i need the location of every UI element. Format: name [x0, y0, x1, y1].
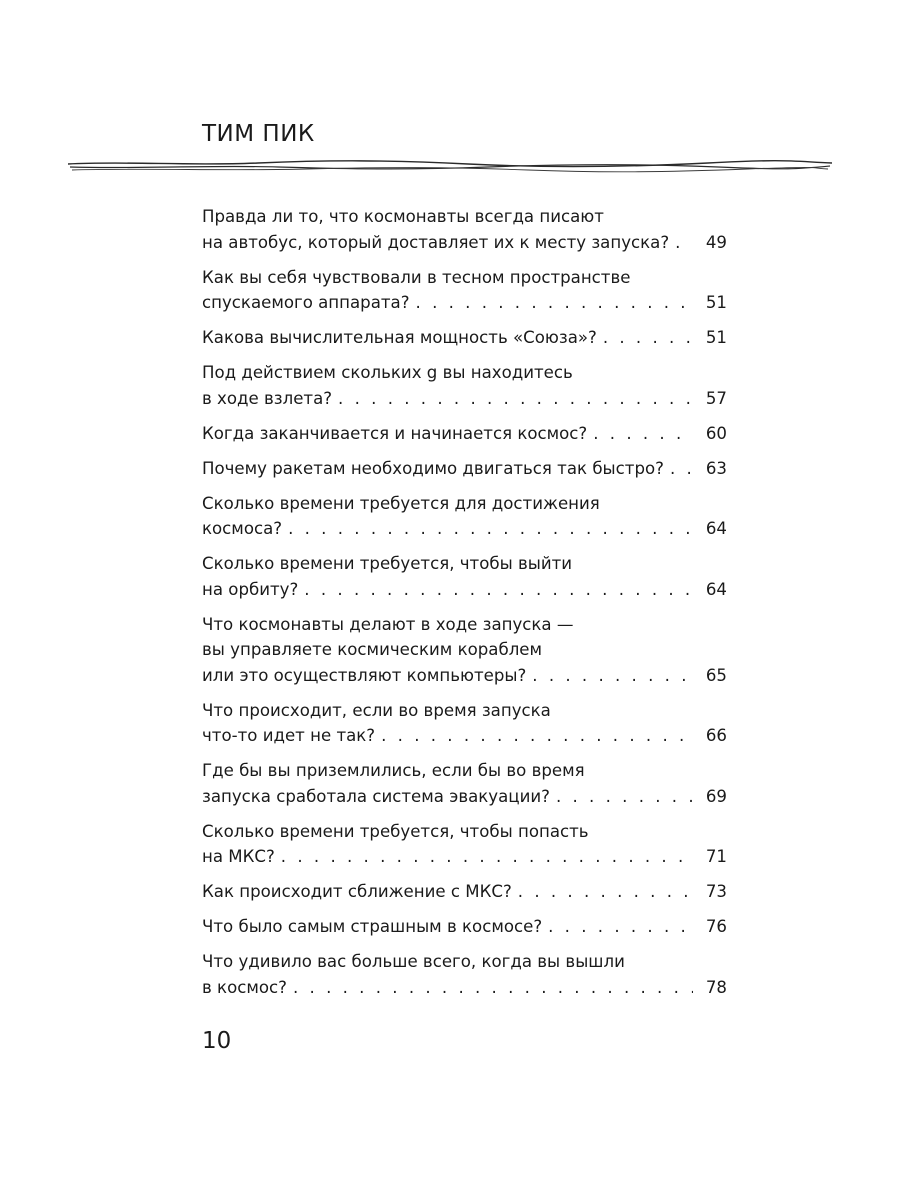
toc-entry-final-line [202, 577, 727, 603]
toc-entry-final-line [202, 325, 727, 351]
dot-leader [532, 663, 693, 689]
toc-page-number: 64 [705, 579, 727, 599]
toc-entry [202, 949, 727, 1000]
toc-page-number: 71 [705, 847, 727, 866]
toc-entry-title-line: Правда ли то, что космонавты всегда писают [202, 207, 604, 226]
toc-page-number: 66 [705, 726, 727, 745]
toc-entry-final-line [202, 879, 727, 905]
toc-entry-title-line: запуска сработала система эвакуации? [202, 786, 550, 806]
toc-entry-title-line: в космос? [202, 977, 287, 997]
toc-entry-title-line: Какова вычислительная мощность «Союза»? [202, 328, 597, 347]
toc-entry-final-line [202, 784, 727, 810]
toc-page-number: 73 [705, 882, 727, 901]
toc-entry-title-line: спускаемого аппарата? [202, 293, 410, 312]
dot-leader [675, 230, 693, 256]
toc-entry-title-line: Как происходит сближение с МКС? [202, 882, 512, 901]
toc-page-number: 64 [705, 519, 727, 538]
toc-entry-title-line: космоса? [202, 519, 283, 538]
toc-page-number: 65 [705, 665, 727, 685]
toc-entry-final-line [202, 914, 727, 940]
toc-entry-title-line: Как вы себя чувствовали в тесном пространстве [202, 267, 631, 287]
toc-page-number: 63 [705, 458, 727, 478]
toc-entry-title-line: что-то идет не так? [202, 726, 376, 745]
toc-entry-title-line: Сколько времени требуется, чтобы выйти [202, 554, 573, 573]
dot-leader [670, 456, 693, 482]
toc-entry [202, 879, 727, 905]
toc-entry [202, 612, 727, 689]
toc-entry-final-line [202, 844, 727, 870]
dot-leader [293, 975, 693, 1001]
dot-leader [518, 879, 693, 905]
toc-entry [202, 491, 727, 542]
toc-entry [202, 698, 727, 749]
dot-leader [381, 723, 693, 749]
toc-entry-title-line: на автобус, который доставляет их к месту запуска? [202, 232, 670, 252]
toc-entry-title-line: Что космонавты делают в ходе запуска — [202, 614, 574, 634]
dot-leader [288, 516, 693, 542]
toc-page-number: 57 [705, 388, 727, 408]
toc-entry-final-line [202, 975, 727, 1001]
dot-leader [338, 386, 693, 412]
toc-entry-title-line: Почему ракетам необходимо двигаться так быстро? [202, 458, 664, 478]
toc-entry-title-line: Что удивило вас больше всего, когда вы вышли [202, 952, 625, 971]
toc-page-number: 76 [705, 917, 727, 936]
table-of-contents [202, 204, 727, 1010]
toc-entry [202, 914, 727, 940]
toc-page-number: 51 [705, 328, 727, 347]
toc-entry [202, 819, 727, 870]
toc-page-number: 49 [705, 232, 727, 252]
toc-entry [202, 325, 727, 351]
toc-entry-final-line [202, 421, 727, 447]
toc-entry-title-line: Что происходит, если во время запуска [202, 700, 551, 720]
toc-entry-final-line [202, 723, 727, 749]
toc-entry-title-line: Что было самым страшным в космосе? [202, 917, 543, 936]
toc-entry [202, 265, 727, 316]
dot-leader [281, 844, 693, 870]
toc-entry-title-line: Где бы вы приземлились, если бы во время [202, 761, 585, 780]
toc-entry-title-line: вы управляете космическим кораблем [202, 640, 543, 659]
toc-entry-final-line [202, 663, 727, 689]
toc-entry [202, 758, 727, 809]
toc-entry [202, 421, 727, 447]
page-number: 10 [202, 1028, 232, 1054]
toc-entry-final-line [202, 456, 727, 482]
toc-entry-title-line: Сколько времени требуется, чтобы попасть [202, 821, 589, 841]
toc-page-number: 60 [705, 423, 727, 443]
dot-leader [593, 421, 693, 447]
running-head: ТИМ ПИК [202, 121, 315, 147]
dot-leader [556, 784, 693, 810]
toc-entry-title-line: на орбиту? [202, 579, 299, 599]
toc-page-number: 69 [705, 786, 727, 806]
dot-leader [548, 914, 693, 940]
dot-leader [603, 325, 693, 351]
dot-leader [304, 577, 693, 603]
toc-entry-final-line [202, 230, 727, 256]
toc-entry-final-line [202, 516, 727, 542]
toc-entry [202, 204, 727, 255]
toc-entry-title-line: Когда заканчивается и начинается космос? [202, 423, 588, 443]
toc-entry-title-line: Под действием скольких g вы находитесь [202, 363, 573, 382]
toc-entry-title-line: в ходе взлета? [202, 388, 333, 408]
dot-leader [416, 290, 693, 316]
wavy-divider-rule [68, 156, 832, 176]
toc-entry-title-line: или это осуществляют компьютеры? [202, 665, 527, 685]
toc-entry-final-line [202, 290, 727, 316]
toc-page-number: 51 [705, 293, 727, 312]
toc-entry [202, 456, 727, 482]
toc-page-number: 78 [705, 977, 727, 997]
toc-entry [202, 360, 727, 411]
toc-entry-title-line: Сколько времени требуется для достижения [202, 493, 600, 513]
toc-entry-final-line [202, 386, 727, 412]
toc-entry-title-line: на МКС? [202, 847, 275, 866]
toc-entry [202, 551, 727, 602]
